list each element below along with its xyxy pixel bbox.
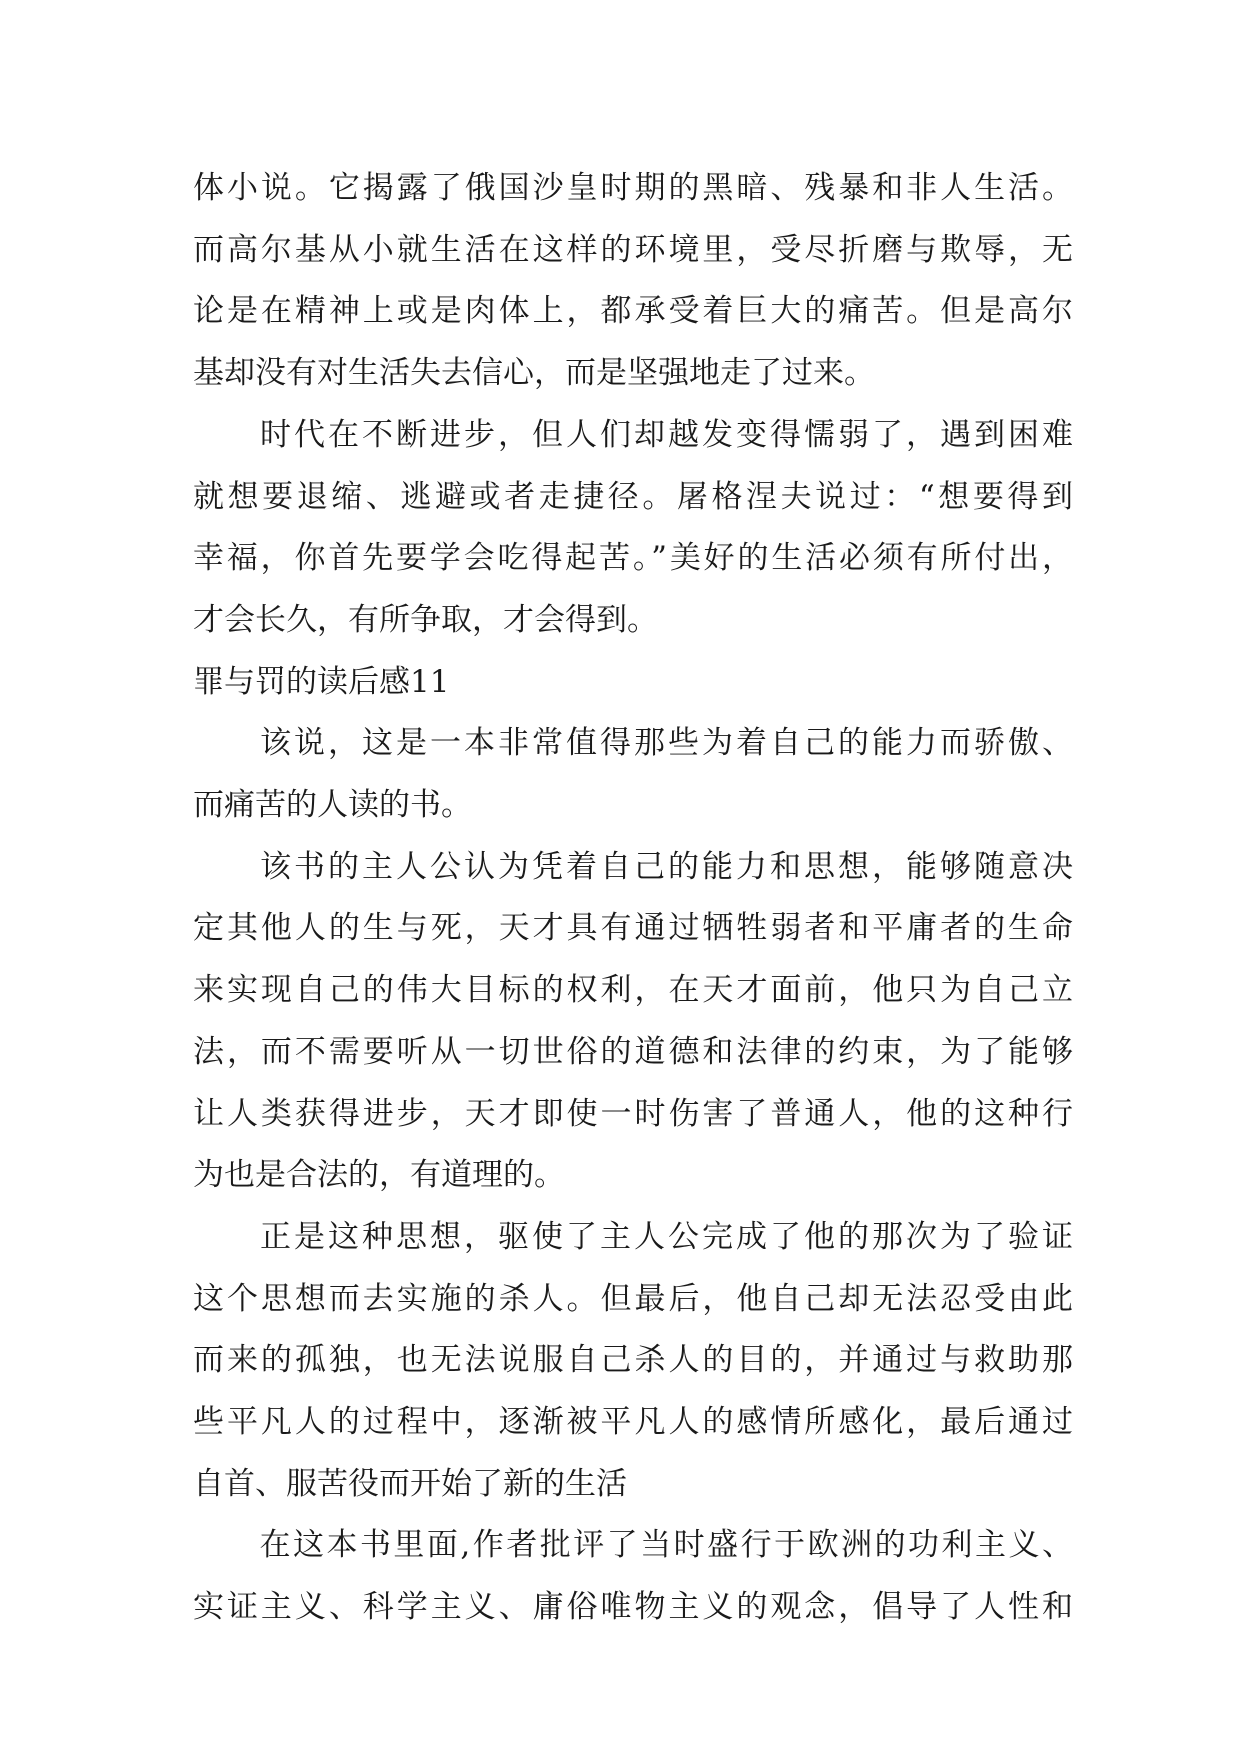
text-line: 让人类获得进步，天才即使一时伤害了普通人，他的这种行 — [193, 1095, 1073, 1132]
text-line: 些平凡人的过程中，逐渐被平凡人的感情所感化，最后通过 — [193, 1404, 1073, 1441]
text-line: 论是在精神上或是肉体上，都承受着巨大的痛苦。但是高尔 — [193, 293, 1073, 330]
text-line: 在这本书里面,作者批评了当时盛行于欧洲的功利主义、 — [257, 1527, 1073, 1564]
text-line: 来实现自己的伟大目标的权利，在天才面前，他只为自己立 — [193, 972, 1073, 1009]
paragraph — [193, 158, 1073, 405]
text-line: 而痛苦的人读的书。 — [193, 787, 472, 824]
paragraph — [193, 837, 1073, 1207]
text-line: 就想要退缩、逃避或者走捷径。屠格涅夫说过：“想要得到 — [193, 478, 1073, 515]
text-line: 幸福，你首先要学会吃得起苦。”美好的生活必须有所付出， — [193, 540, 1073, 577]
text-line: 这个思想而去实施的杀人。但最后，他自己却无法忍受由此 — [193, 1280, 1073, 1317]
text-line: 为也是合法的，有道理的。 — [193, 1157, 565, 1194]
section-heading: 罪与罚的读后感11 — [193, 663, 450, 700]
text-line: 才会长久，有所争取，才会得到。 — [193, 601, 658, 638]
paragraph — [193, 405, 1073, 652]
paragraph — [193, 1207, 1073, 1516]
text-line: 体小说。它揭露了俄国沙皇时期的黑暗、残暴和非人生活。 — [193, 170, 1073, 206]
text-line: 时代在不断进步，但人们却越发变得懦弱了，遇到困难 — [257, 416, 1073, 453]
paragraph — [193, 1515, 1073, 1638]
text-line: 而高尔基从小就生活在这样的环境里，受尽折磨与欺辱，无 — [193, 231, 1073, 268]
text-line: 正是这种思想，驱使了主人公完成了他的那次为了验证 — [257, 1218, 1073, 1255]
paragraph — [193, 713, 1073, 836]
text-line: 实证主义、科学主义、庸俗唯物主义的观念，倡导了人性和 — [193, 1589, 1073, 1626]
document-body — [193, 158, 1073, 1639]
text-line: 自首、服苦役而开始了新的生活 — [193, 1465, 627, 1502]
text-line: 而来的孤独，也无法说服自己杀人的目的，并通过与救助那 — [193, 1342, 1073, 1379]
text-line: 该书的主人公认为凭着自己的能力和思想，能够随意决 — [257, 848, 1073, 885]
text-line: 基却没有对生活失去信心，而是坚强地走了过来。 — [193, 355, 875, 392]
text-line: 该说，这是一本非常值得那些为着自己的能力而骄傲、 — [257, 725, 1073, 762]
text-line: 法，而不需要听从一切世俗的道德和法律的约束，为了能够 — [193, 1033, 1073, 1070]
text-line: 定其他人的生与死，天才具有通过牺牲弱者和平庸者的生命 — [193, 910, 1073, 947]
